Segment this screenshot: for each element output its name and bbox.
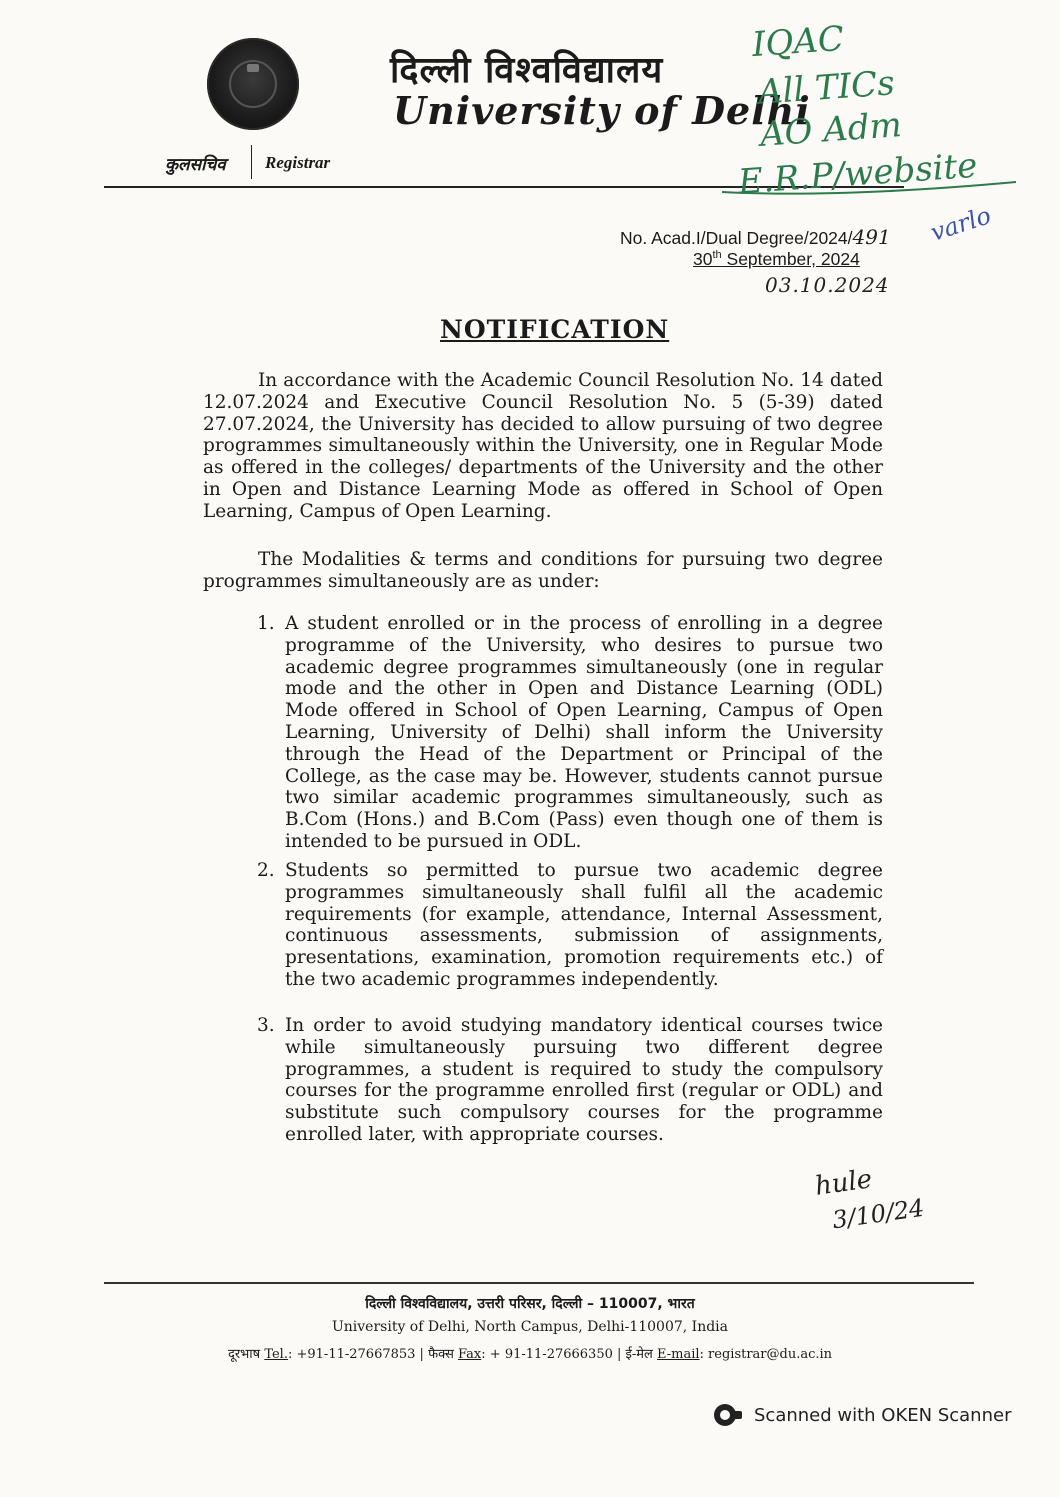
footer-email-label: E-mail: [657, 1347, 700, 1362]
handwritten-received-date: 03.10.2024: [765, 273, 890, 297]
page-title: NOTIFICATION: [440, 315, 670, 344]
footer-email-value: : registrar@du.ac.in: [699, 1347, 833, 1362]
signature-line-1: hule: [813, 1164, 875, 1202]
footer-email-hindi: ई-मेल: [625, 1347, 653, 1362]
date-suffix: th: [712, 249, 722, 262]
list-item-text: Students so permitted to pursue two academic degree programmes simultaneously shall fulfil all the academic requirements (for example, attendance, Internal Assessment, continuous assessments, submission of assignments, presentations, examination, promotion requirements etc.) of the two academic programmes independently.: [285, 860, 883, 990]
list-item-text: In order to avoid studying mandatory identical courses twice while simultaneously pursuing two different degree programmes, a student is required to study the compulsory courses for the programme enrolled first (regular or ODL) and substitute such compulsory courses for the programme enrolled later, with appropriate courses.: [285, 1015, 883, 1145]
handwritten-annotation-line-3: AO Adm: [758, 105, 904, 155]
notification-date: [693, 249, 860, 270]
list-item-number: 1.: [257, 613, 275, 634]
handwritten-initials: varlo: [927, 201, 995, 247]
reference-number-text: No. Acad.I/Dual Degree/2024/: [620, 228, 853, 248]
handwritten-annotation-line-1: IQAC: [750, 18, 846, 66]
footer-rule: [104, 1282, 974, 1284]
footer-fax-label: Fax: [458, 1347, 482, 1362]
list-item-number: 2.: [257, 860, 275, 881]
paragraph-intro: In accordance with the Academic Council Resolution No. 14 dated 12.07.2024 and Executive Council Resolution No. 5 (5-39) dated 27.07.2024, the University has decided to allow pursuing of two degree programmes simultaneously within the University, one in Regular Mode as offered in the colleges/ departments of the University and the other in Open and Distance Learning Mode as offered in School of Open Learning, Campus of Open Learning.: [203, 370, 883, 522]
footer-address-hindi: दिल्ली विश्वविद्यालय, उत्तरी परिसर, दिल्ली – 110007, भारत: [365, 1296, 695, 1312]
date-month-year: September, 2024: [721, 249, 860, 269]
scanner-logo-icon: [712, 1402, 746, 1428]
paragraph-modalities: The Modalities & terms and conditions for pursuing two degree programmes simultaneously are as under:: [203, 549, 883, 592]
university-seal-icon: [207, 38, 299, 130]
signature-line-2: 3/10/24: [830, 1193, 927, 1235]
registrar-divider: [251, 145, 252, 179]
footer-fax-hindi: फैक्स: [428, 1347, 454, 1362]
registrar-hindi: कुलसचिव: [165, 155, 226, 175]
reference-number: [620, 225, 891, 249]
handwritten-annotation-line-4: E.R.P/website: [736, 145, 979, 203]
registrar-english: Registrar: [265, 153, 331, 172]
reference-number-handwritten: 491: [852, 225, 891, 249]
list-item-text: A student enrolled or in the process of enrolling in a degree programme of the University, who desires to pursue two academic degree programmes simultaneously (one in regular mode and the other in Open and Distance Learning (ODL) Mode offered in School of Open Learning, Campus of Open Learning, University of Delhi) shall inform the University through the Head of the Department or Principal of the College, as the case may be. However, students cannot pursue two similar academic programmes simultaneously, such as B.Com (Hons.) and B.Com (Pass) even though one of them is intended to be pursued in ODL.: [285, 613, 883, 852]
handwritten-underline: [720, 178, 1020, 200]
scanner-watermark-text: Scanned with OKEN Scanner: [754, 1404, 1012, 1426]
university-name-hindi: दिल्ली विश्वविद्यालय: [390, 50, 664, 91]
handwritten-annotation-line-2: All TICs: [756, 63, 896, 113]
footer-address-english: University of Delhi, North Campus, Delhi-110007, India: [331, 1319, 729, 1335]
university-name-english: University of Delhi: [393, 88, 811, 133]
scanner-watermark: [712, 1402, 1011, 1428]
footer-fax-value: : + 91-11-27666350 |: [481, 1347, 626, 1362]
footer-tel-label: Tel.: [264, 1347, 288, 1362]
footer-tel-hindi: दूरभाष: [227, 1347, 261, 1362]
footer-contact: [0, 1344, 1060, 1362]
list-item-number: 3.: [257, 1015, 275, 1036]
date-day: 30: [693, 249, 713, 269]
footer-tel-value: : +91-11-27667853 |: [287, 1347, 429, 1362]
